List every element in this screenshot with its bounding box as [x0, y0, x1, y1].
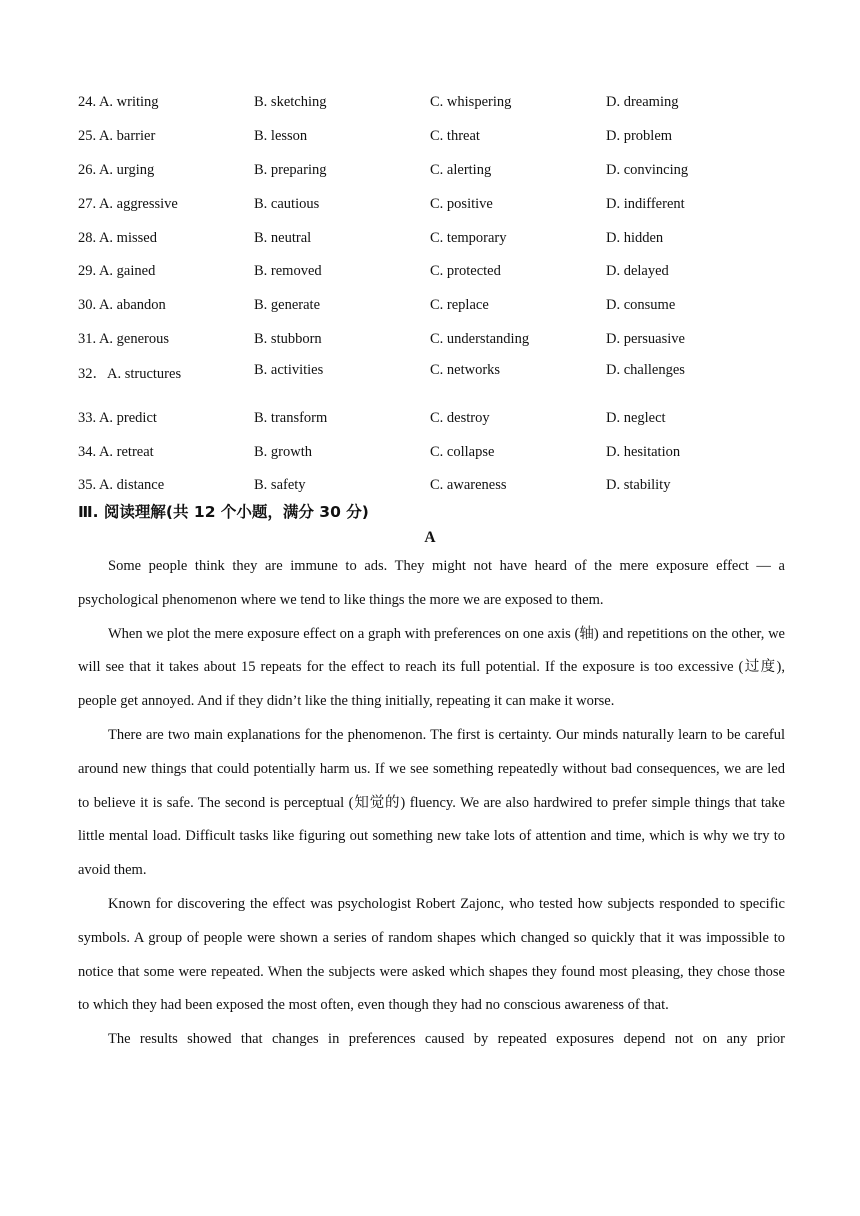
- option-c: C. awareness: [430, 477, 507, 494]
- option-c: C. networks: [430, 362, 501, 379]
- answer-options: [78, 86, 798, 503]
- option-d: D. delayed: [606, 263, 669, 280]
- option-d: D. convincing: [606, 161, 689, 178]
- option-c: C. alerting: [430, 161, 492, 178]
- option-a: 30. A. abandon: [78, 297, 166, 314]
- option-row: [78, 469, 798, 503]
- option-a: 33. A. predict: [78, 409, 157, 426]
- option-b: B. stubborn: [254, 330, 322, 347]
- option-a: 32．A. structures: [78, 366, 182, 383]
- option-row: [78, 187, 798, 221]
- option-d: D. indifferent: [606, 195, 685, 212]
- option-row: [78, 435, 798, 469]
- reading-passage: [78, 550, 785, 1057]
- option-a: 26. A. urging: [78, 161, 155, 178]
- option-b: B. lesson: [254, 128, 308, 145]
- option-b: B. transform: [254, 409, 328, 426]
- option-row: [78, 221, 798, 255]
- paragraph: Some people think they are immune to ads. They might not have heard of the mere exposure effect — a psychological phenomenon where we tend to like things the more we are exposed to them.: [78, 558, 785, 608]
- option-c: C. replace: [430, 297, 489, 314]
- option-c: C. whispering: [430, 94, 512, 111]
- option-d: D. neglect: [606, 409, 666, 426]
- option-d: D. persuasive: [606, 330, 685, 347]
- option-row: [78, 255, 798, 289]
- section-title: Ⅲ. 阅读理解(共 12 个小题，满分 30 分): [78, 503, 369, 521]
- option-a: 31. A. generous: [78, 330, 170, 347]
- option-a: 28. A. missed: [78, 229, 157, 246]
- option-a: 25. A. barrier: [78, 128, 156, 145]
- option-c: C. threat: [430, 128, 480, 145]
- option-c: C. protected: [430, 263, 501, 280]
- option-b: B. neutral: [254, 229, 312, 246]
- option-c: C. understanding: [430, 330, 530, 347]
- option-c: C. destroy: [430, 409, 490, 426]
- option-c: C. collapse: [430, 443, 495, 460]
- option-a: 29. A. gained: [78, 263, 156, 280]
- option-c: C. temporary: [430, 229, 507, 246]
- option-d: D. consume: [606, 297, 676, 314]
- option-c: C. positive: [430, 195, 493, 212]
- passage-label: A: [424, 529, 436, 546]
- option-row: [78, 323, 798, 357]
- option-b: B. activities: [254, 362, 324, 379]
- option-b: B. generate: [254, 297, 321, 314]
- option-d: D. challenges: [606, 362, 685, 379]
- option-b: B. preparing: [254, 161, 327, 178]
- option-row: [78, 86, 798, 120]
- option-row: [78, 356, 798, 401]
- option-d: D. stability: [606, 477, 671, 494]
- option-a: 24. A. writing: [78, 94, 159, 111]
- paragraph: Known for discovering the effect was psychologist Robert Zajonc, who tested how subjects responded to specific symbols. A group of people were shown a series of random shapes which changed so quickly that it was impossible to notice that some were repeated. When the subjects were asked which shapes they found most pleasing, they chose those to which they had been exposed the most often, even though they had no conscious awareness of that.: [78, 895, 785, 1014]
- option-b: B. growth: [254, 443, 312, 460]
- option-row: [78, 289, 798, 323]
- option-b: B. sketching: [254, 94, 327, 111]
- option-a: 27. A. aggressive: [78, 195, 178, 212]
- option-b: B. removed: [254, 263, 322, 280]
- option-row: [78, 154, 798, 188]
- paragraph: The results showed that changes in preferences caused by repeated exposures depend not on any prior: [108, 1031, 785, 1048]
- option-d: D. hidden: [606, 229, 664, 246]
- paragraph: When we plot the mere exposure effect on a graph with preferences on one axis (轴) and repetitions on the other, we will see that it takes about 15 repeats for the effect to reach its full potential. If the exposure is too excessive (过度), people get annoyed. And if they didn’t like the thing initially, repeating it can make it worse.: [78, 625, 785, 710]
- option-d: D. dreaming: [606, 94, 679, 111]
- option-a: 35. A. distance: [78, 477, 165, 494]
- option-d: D. hesitation: [606, 443, 681, 460]
- paragraph: There are two main explanations for the phenomenon. The first is certainty. Our minds naturally learn to be careful around new things that could potentially harm us. If we see something repeatedly without bad consequences, we are led to believe it is safe. The second is perceptual (知觉的) fluency. We are also hardwired to prefer simple things that take little mental load. Difficult tasks like figuring out something new take lots of attention and time, which is why we try to avoid them.: [78, 726, 785, 879]
- option-b: B. safety: [254, 477, 306, 494]
- option-row: [78, 120, 798, 154]
- option-a: 34. A. retreat: [78, 443, 154, 460]
- option-d: D. problem: [606, 128, 673, 145]
- option-row: [78, 401, 798, 435]
- option-b: B. cautious: [254, 195, 320, 212]
